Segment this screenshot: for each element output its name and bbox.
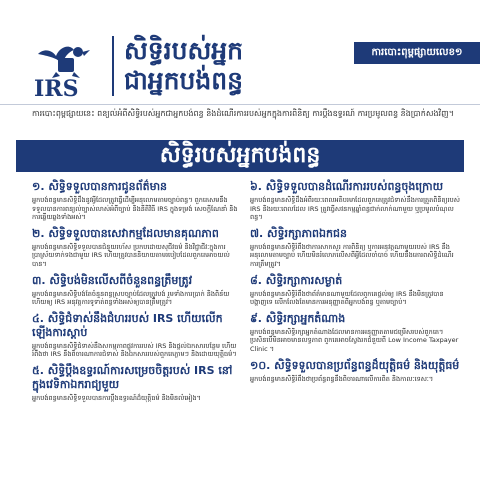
section-body: អ្នកបង់ពន្ធមានសិទ្ធិជំទាស់នឹងសកម្មភាពផ្លូវការរបស់ IRS និងផ្តល់ឯកសារបន្ថែម ហើយរំពឹងថា IRS នឹងពិចារណាការជំទាស់ និងឯកសាររបស់ពួកគេភ្លាមៗ និងដោយយុត្តិធម៌។ <box>32 341 237 359</box>
section-heading: ១. សិទ្ធិទទួលបានការជូនព័ត៌មាន <box>32 180 168 193</box>
right-section <box>32 364 242 403</box>
intro-text: ការបោះពុម្ពផ្សាយនេះ ពន្យល់អំពីសិទ្ធិរបស់អ្នកជាអ្នកបង់ពន្ធ និងដំណើរការរបស់អ្នកក្នុងការពិនិត្យ ការប្តឹងឧទ្ធរណ៍ ការប្រមូលពន្ធ និងប្រាក់សងវិញ។ <box>32 109 454 118</box>
section-body: អ្នកបង់ពន្ធមានសិទ្ធិដឹងអំពីរយៈពេលអតិបរមាដែលពួកគេត្រូវជំទាស់នឹងការត្រួតពិនិត្យរបស់ IRS និងរយៈពេលដែល IRS ត្រូវធ្វើសវនកម្មឆ្នាំពន្ធជាក់លាក់ណាមួយ ឬប្រមូលបំណុលពន្ធ។ <box>250 196 460 222</box>
right-section <box>250 274 460 307</box>
right-section <box>250 227 460 269</box>
right-section <box>32 312 242 359</box>
section-body: អ្នកបង់ពន្ធមានសិទ្ធិទទួលបានជំនួយរហ័ស ប្រកបដោយសុជីវធម៌ និងវិជ្ជាជីវៈក្នុងការប្រាស្រ័យទាក់ទងជាមួយ IRS ហើយត្រូវបាននិយាយតាមរបៀបដែលពួកគេអាចយល់បាន។ <box>32 242 230 268</box>
page-subtitle: ជាអ្នកបង់ពន្ធ <box>124 66 244 95</box>
section-body: អ្នកបង់ពន្ធមានសិទ្ធិរំពឹងថាប្រព័ន្ធពន្ធនឹងពិចារណាលើការពិត និងកាលៈទេសៈ។ <box>250 374 434 383</box>
right-section <box>250 359 460 384</box>
section-heading: ៦. សិទ្ធិទទួលបានដំណើរការរបស់ពន្ធចុងក្រោយ <box>250 180 444 193</box>
irs-eagle-logo-icon <box>34 38 106 98</box>
right-column <box>250 180 460 388</box>
section-heading: ៩. សិទ្ធិរក្សាអ្នកតំណាង <box>250 311 346 325</box>
publication-badge: ការបោះពុម្ពផ្សាយលេខ១ <box>354 42 480 64</box>
section-body: អ្នកបង់ពន្ធមានសិទ្ធិរំពឹងថាព័ត៌មានណាមួយដែលពួកគេផ្តល់ឲ្យ IRS នឹងមិនត្រូវបានបង្ហាញទេ លើកលែងតែមានការអនុញ្ញាតពីអ្នកបង់ពន្ធ ឬតាមច្បាប់។ <box>250 289 444 307</box>
right-section <box>250 180 460 222</box>
section-body: អ្នកបង់ពន្ធមានសិទ្ធិបង់តែចំនួនពន្ធស្របច្បាប់ដែលត្រូវបង់ រួមទាំងការប្រាក់ និងពិន័យ ហើយឲ្យ IRS អនុវត្តការទូទាត់ពន្ធទាំងអស់ឲ្យបានត្រឹមត្រូវ។ <box>32 289 230 307</box>
section-heading: ៨. សិទ្ធិរក្សាការសម្ងាត់ <box>250 273 343 287</box>
section-heading: ២. សិទ្ធិទទួលបានសេវាកម្មដែលមានគុណភាព <box>32 226 219 240</box>
section-body: អ្នកបង់ពន្ធមានសិទ្ធិដឹងនូវអ្វីដែលត្រូវធ្វើដើម្បីអនុលោមតាមច្បាប់ពន្ធ។ ពួកគេសមនឹងទទួលបានការពន្យល់ច្បាស់លាស់អំពីច្បាប់ និងនីតិវិធី IRS ក្នុងទម្រង់ សេចក្តីណែនាំ និងការឆ្លើយឆ្លងទាំងអស់។ <box>32 196 238 222</box>
section-heading: ៤. សិទ្ធិជំទាស់នឹងជំហររបស់ IRS ហើយលើកឡើងការស្តាប់ <box>32 311 223 339</box>
right-section <box>250 312 460 354</box>
page-title: សិទ្ធិរបស់អ្នក <box>124 36 244 65</box>
left-column <box>32 180 242 408</box>
section-heading: ៧. សិទ្ធិរក្សាភាពឯកជន <box>250 226 347 240</box>
section-body: អ្នកបង់ពន្ធមានសិទ្ធិរំពឹងថាការសាកសួរ ការពិនិត្យ ឬការអនុវត្តណាមួយរបស់ IRS នឹងអនុលោមតាមច្បាប់ ហើយមិនរំលោភលើសពីអ្វីដែលចាំបាច់ ហើយនឹងគោរពសិទ្ធិដំណើរការត្រឹមត្រូវ។ <box>250 242 454 268</box>
header-divider <box>112 36 114 96</box>
header <box>0 0 480 100</box>
svg-text:IRS: IRS <box>34 76 79 98</box>
right-section <box>32 180 242 222</box>
section-banner: សិទ្ធិរបស់អ្នកបង់ពន្ធ <box>16 140 464 172</box>
right-section <box>32 274 242 307</box>
section-heading: ៣. សិទ្ធិបង់មិនលើសពីចំនួនពន្ធត្រឹមត្រូវ <box>32 273 193 287</box>
section-body: អ្នកបង់ពន្ធមានសិទ្ធិទទួលបានការប្តឹងឧទ្ធរណ៍ដ៏យុត្តិធម៌ និងមិនលំអៀង។ <box>32 393 201 402</box>
section-heading: ៥. សិទ្ធិប្តឹងឧទ្ធរណ៍ការសម្រេចចិត្តរបស់ IRS នៅក្នុងវេទិកាឯករាជ្យមួយ <box>32 363 233 391</box>
section-heading: ១០. សិទ្ធិទទួលបានប្រព័ន្ធពន្ធដ៏យុត្តិធម៌ និងយុត្តិធម៌ <box>250 358 460 372</box>
section-body: អ្នកបង់ពន្ធមានសិទ្ធិរក្សាអ្នកតំណាងដែលមានការអនុញ្ញាតតាមជម្រើសរបស់ពួកគេ។ ប្រសិនបើមិនអាចមានលទ្ធភាព ពួកគេអាចស្វែងរកជំនួយពី Low Income Taxpayer Clinic ។ <box>250 327 459 353</box>
right-section <box>32 227 242 269</box>
header-rule <box>0 104 480 105</box>
